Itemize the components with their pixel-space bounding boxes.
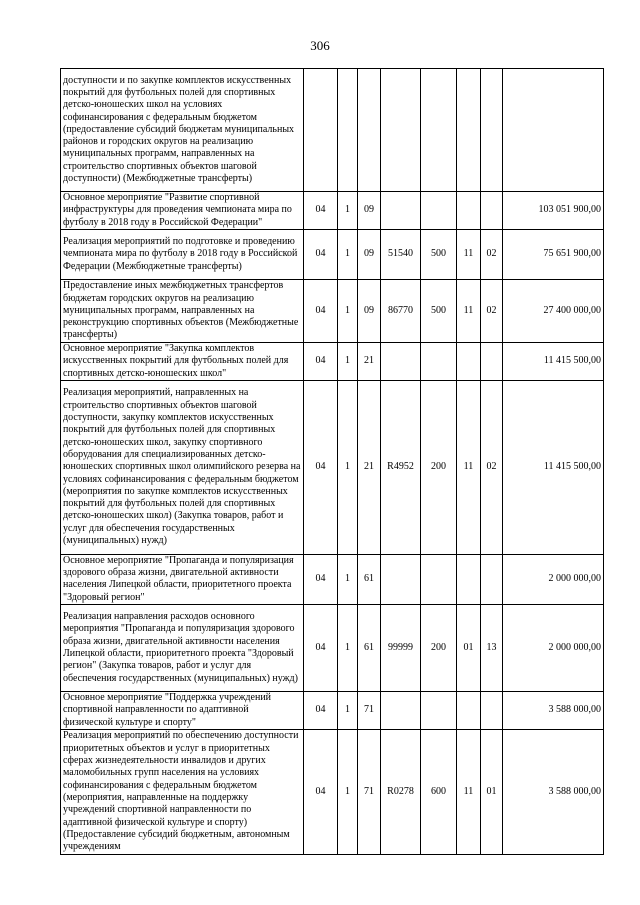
amount: 3 588 000,00 bbox=[503, 692, 604, 730]
section-code bbox=[457, 554, 481, 604]
subsection-code bbox=[481, 343, 503, 381]
subprogram-code: 09 bbox=[358, 280, 381, 343]
direction-code: R0278 bbox=[381, 729, 421, 854]
subsection-code bbox=[481, 554, 503, 604]
subsection-code: 02 bbox=[481, 380, 503, 554]
direction-code: 51540 bbox=[381, 230, 421, 280]
program-code: 1 bbox=[338, 230, 358, 280]
row-description: доступности и по закупке комплектов искусственных покрытий для футбольных полей для спортивных детско-юношеских школ на условиях софинансирования с федеральным бюджетом (предоставление субсидий бюджетам муниципальных районов и городских округов на реализацию муниципальных программ, направленных на строительство спортивных объектов шаговой доступности) (Межбюджетные трансферты) bbox=[61, 69, 304, 192]
table-row bbox=[61, 692, 604, 730]
subprogram-code: 71 bbox=[358, 729, 381, 854]
row-description: Основное мероприятие "Закупка комплектов искусственных покрытий для футбольных полей для спортивных детско-юношеских школ" bbox=[61, 343, 304, 381]
section-code bbox=[457, 343, 481, 381]
table-row bbox=[61, 605, 604, 692]
amount: 103 051 900,00 bbox=[503, 192, 604, 230]
ministry-code: 04 bbox=[304, 192, 338, 230]
table-row bbox=[61, 69, 604, 192]
amount: 3 588 000,00 bbox=[503, 729, 604, 854]
subprogram-code: 61 bbox=[358, 605, 381, 692]
amount: 27 400 000,00 bbox=[503, 280, 604, 343]
row-description: Реализация направления расходов основного мероприятия "Пропаганда и популяризация здорового образа жизни, двигательной активности населения Липецкой области, приоритетного проекта "Здоровый регион" (Закупка товаров, работ и услуг для обеспечения государственных (муниципальных) нужд) bbox=[61, 605, 304, 692]
section-code: 01 bbox=[457, 605, 481, 692]
program-code: 1 bbox=[338, 192, 358, 230]
program-code: 1 bbox=[338, 380, 358, 554]
subprogram-code: 21 bbox=[358, 380, 381, 554]
direction-code: R4952 bbox=[381, 380, 421, 554]
budget-table bbox=[60, 68, 604, 855]
table-row bbox=[61, 280, 604, 343]
row-description: Предоставление иных межбюджетных трансфертов бюджетам городских округов на реализацию муниципальных программ, направленных на реконструкцию спортивных объектов (Межбюджетные трансферты) bbox=[61, 280, 304, 343]
ministry-code: 04 bbox=[304, 692, 338, 730]
program-code: 1 bbox=[338, 605, 358, 692]
subprogram-code: 21 bbox=[358, 343, 381, 381]
row-description: Основное мероприятие "Развитие спортивной инфраструктуры для проведения чемпионата мира по футболу в 2018 году в Российской Федерации" bbox=[61, 192, 304, 230]
expense-type-code bbox=[421, 69, 457, 192]
row-description: Реализация мероприятий по подготовке и проведению чемпионата мира по футболу в 2018 году в Российской Федерации (Межбюджетные трансферты) bbox=[61, 230, 304, 280]
section-code: 11 bbox=[457, 380, 481, 554]
direction-code: 99999 bbox=[381, 605, 421, 692]
direction-code bbox=[381, 343, 421, 381]
ministry-code: 04 bbox=[304, 605, 338, 692]
subprogram-code: 71 bbox=[358, 692, 381, 730]
amount: 75 651 900,00 bbox=[503, 230, 604, 280]
program-code: 1 bbox=[338, 554, 358, 604]
subsection-code: 01 bbox=[481, 729, 503, 854]
expense-type-code: 200 bbox=[421, 380, 457, 554]
program-code: 1 bbox=[338, 343, 358, 381]
subsection-code bbox=[481, 192, 503, 230]
expense-type-code bbox=[421, 192, 457, 230]
program-code: 1 bbox=[338, 729, 358, 854]
amount bbox=[503, 69, 604, 192]
program-code: 1 bbox=[338, 280, 358, 343]
amount: 11 415 500,00 bbox=[503, 380, 604, 554]
subprogram-code: 09 bbox=[358, 230, 381, 280]
direction-code bbox=[381, 554, 421, 604]
table-row bbox=[61, 380, 604, 554]
expense-type-code bbox=[421, 554, 457, 604]
subsection-code: 02 bbox=[481, 280, 503, 343]
subsection-code bbox=[481, 69, 503, 192]
page-number: 306 bbox=[310, 38, 330, 53]
ministry-code: 04 bbox=[304, 280, 338, 343]
direction-code bbox=[381, 692, 421, 730]
section-code: 11 bbox=[457, 729, 481, 854]
row-description: Реализация мероприятий, направленных на строительство спортивных объектов шаговой доступности, закупку комплектов искусственных покрытий для футбольных полей для спортивных детско-юношеских школ, закупку спортивного оборудования для специализированных детско-юношеских спортивных школ олимпийского резерва на условиях софинансирования с федеральным бюджетом (мероприятия по закупке комплектов искусственных покрытий для футбольных полей для спортивных детско-юношеских школ) (Закупка товаров, работ и услуг для обеспечения государственных (муниципальных) нужд) bbox=[61, 380, 304, 554]
ministry-code: 04 bbox=[304, 554, 338, 604]
section-code: 11 bbox=[457, 280, 481, 343]
table-body bbox=[61, 69, 604, 855]
subsection-code: 13 bbox=[481, 605, 503, 692]
ministry-code: 04 bbox=[304, 343, 338, 381]
subprogram-code bbox=[358, 69, 381, 192]
subsection-code: 02 bbox=[481, 230, 503, 280]
amount: 2 000 000,00 bbox=[503, 554, 604, 604]
direction-code: 86770 bbox=[381, 280, 421, 343]
row-description: Реализация мероприятий по обеспечению доступности приоритетных объектов и услуг в приоритетных сферах жизнедеятельности инвалидов и других маломобильных групп населения на условиях софинансирования с федеральным бюджетом (мероприятия, направленные на поддержку учреждений спортивной направленности по адаптивной физической культуре и спорту) (Предоставление субсидий бюджетным, автономным учреждениям bbox=[61, 729, 304, 854]
amount: 2 000 000,00 bbox=[503, 605, 604, 692]
subprogram-code: 09 bbox=[358, 192, 381, 230]
subsection-code bbox=[481, 692, 503, 730]
ministry-code: 04 bbox=[304, 230, 338, 280]
row-description: Основное мероприятие "Поддержка учреждений спортивной направленности по адаптивной физической культуре и спорту" bbox=[61, 692, 304, 730]
expense-type-code bbox=[421, 343, 457, 381]
section-code: 11 bbox=[457, 230, 481, 280]
subprogram-code: 61 bbox=[358, 554, 381, 604]
expense-type-code: 600 bbox=[421, 729, 457, 854]
row-description: Основное мероприятие "Пропаганда и популяризация здорового образа жизни, двигательной активности населения Липецкой области, приоритетного проекта "Здоровый регион" bbox=[61, 554, 304, 604]
section-code bbox=[457, 692, 481, 730]
amount: 11 415 500,00 bbox=[503, 343, 604, 381]
ministry-code bbox=[304, 69, 338, 192]
ministry-code: 04 bbox=[304, 380, 338, 554]
table-row bbox=[61, 554, 604, 604]
table-row bbox=[61, 230, 604, 280]
program-code bbox=[338, 69, 358, 192]
expense-type-code: 500 bbox=[421, 230, 457, 280]
expense-type-code: 200 bbox=[421, 605, 457, 692]
section-code bbox=[457, 192, 481, 230]
table-row bbox=[61, 343, 604, 381]
expense-type-code bbox=[421, 692, 457, 730]
table-row bbox=[61, 729, 604, 854]
program-code: 1 bbox=[338, 692, 358, 730]
direction-code bbox=[381, 192, 421, 230]
ministry-code: 04 bbox=[304, 729, 338, 854]
table-row bbox=[61, 192, 604, 230]
direction-code bbox=[381, 69, 421, 192]
section-code bbox=[457, 69, 481, 192]
expense-type-code: 500 bbox=[421, 280, 457, 343]
